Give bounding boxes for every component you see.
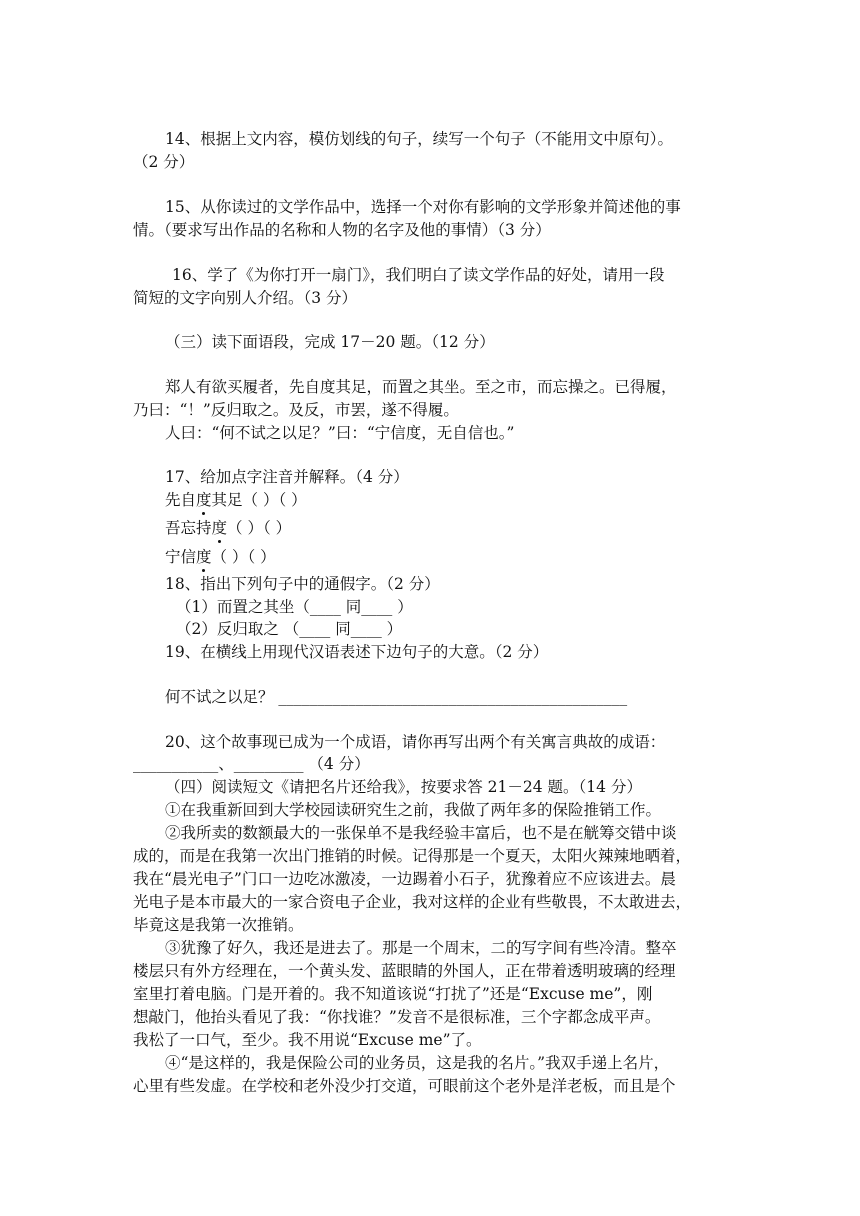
q17-heading: 17、给加点字注音并解释。（4 分） [165,468,409,486]
passage-p1: ①在我重新回到大学校园读研究生之前，我做了两年多的保险推销工作。 [165,801,662,819]
q18-item1: （1）而置之其坐（____ 同____ ） [176,598,413,616]
passage-p2-line4: 光电子是本市最大的一家合资电子企业，我对这样的企业有些敬畏，不太敢进去， [133,893,692,911]
passage-p3-line1: ③犹豫了好久，我还是进去了。那是一个周末，二的写字间有些冷清。整卒 [165,939,677,957]
q18-heading: 18、指出下列句子中的通假字。（2 分） [165,575,440,593]
section3-heading: （三）读下面语段，完成 17－20 题。（12 分） [165,333,495,351]
q20-line1: 20、这个故事现已成为一个成语，请你再写出两个有关寓言典故的成语： [165,733,666,751]
q19-answer-line: 何不试之以足？ _____________________________________________ [165,688,628,706]
q17-item3-post: （ ）（ ） [211,548,276,566]
passage-p3-line4: 想敲门，他抬头看见了我：“你找谁？”发音不是很标准，三个字都念成平声。 [133,1008,661,1026]
q17-item3 [165,546,731,568]
q18-item2: （2）反归取之 （____ 同____ ） [176,620,403,638]
q14-line1: 14、根据上文内容，模仿划线的句子，续写一个句子（不能用文中原句）。 [165,130,673,148]
q17-item1 [165,489,731,511]
q17-item2-post: （ ）（ ） [227,519,292,537]
passage-p3-line5: 我松了一口气，至少。我不用说“Excuse me”了。 [133,1031,482,1049]
passage-p2-line2: 成的，而是在我第一次出门推销的时候。记得那是一个夏天，太阳火辣辣地晒着， [133,847,692,865]
q16-line1: 16、学了《为你打开一扇门》，我们明白了读文学作品的好处，请用一段 [172,266,665,284]
q17-item1-dotted-char: 度 [196,491,212,509]
q17-item2 [165,517,731,539]
section4-heading: （四）阅读短文《请把名片还给我》，按要求答 21－24 题。（14 分） [165,778,642,796]
q14-line2: （2 分） [133,153,195,171]
q19-heading: 19、在横线上用现代汉语表述下边句子的大意。（2 分） [165,643,549,661]
q17-item3-pre: 宁信 [165,548,197,566]
q15-line2: 情。（要求写出作品的名称和人物的名字及他的事情）（3 分） [133,221,551,239]
q17-item1-post: 其足（ ）（ ） [211,491,307,509]
q15-line1: 15、从你读过的文学作品中，选择一个对你有影响的文学形象并简述他的事 [165,198,681,216]
classical-line1: 郑人有欲买履者，先自度其足，而置之其坐。至之市，而忘操之。已得履， [165,378,677,396]
passage-p2-line3: 我在“晨光电子”门口一边吃冰激凌，一边踢着小石子，犹豫着应不应该进去。晨 [133,870,676,888]
passage-p4-line2: 心里有些发虚。在学校和老外没少打交道，可眼前这个老外是洋老板，而且是个 [133,1077,676,1095]
q16-line2: 简短的文字向别人介绍。（3 分） [133,289,358,307]
q17-item2-dotted-char: 度 [211,519,228,537]
q17-item2-pre: 吾忘持 [165,519,212,537]
passage-p2-line5: 毕竟这是我第一次推销。 [133,916,304,934]
passage-p4-line1: ④“是这样的，我是保险公司的业务员，这是我的名片。”我双手递上名片， [165,1054,670,1072]
passage-p2-line1: ②我所卖的数额最大的一张保单不是我经验丰富后，也不是在觥筹交错中谈 [165,824,677,842]
classical-line3: 人曰：“何不试之以足？”曰：“宁信度，无自信也。” [165,424,515,442]
q20-line2: ___________、_________ （4 分） [133,755,370,773]
q17-item3-dotted-char: 度 [196,548,212,566]
passage-p3-line2: 楼层只有外方经理在，一个黄头发、蓝眼睛的外国人，正在带着透明玻璃的经理 [133,962,676,980]
q17-item1-pre: 先自 [165,491,197,509]
passage-p3-line3: 室里打着电脑。门是开着的。我不知道该说“打扰了”还是“Excuse me”，刚 [133,985,653,1003]
classical-line2: 乃曰：“！”反归取之。及反，市罢，遂不得履。 [133,401,459,419]
